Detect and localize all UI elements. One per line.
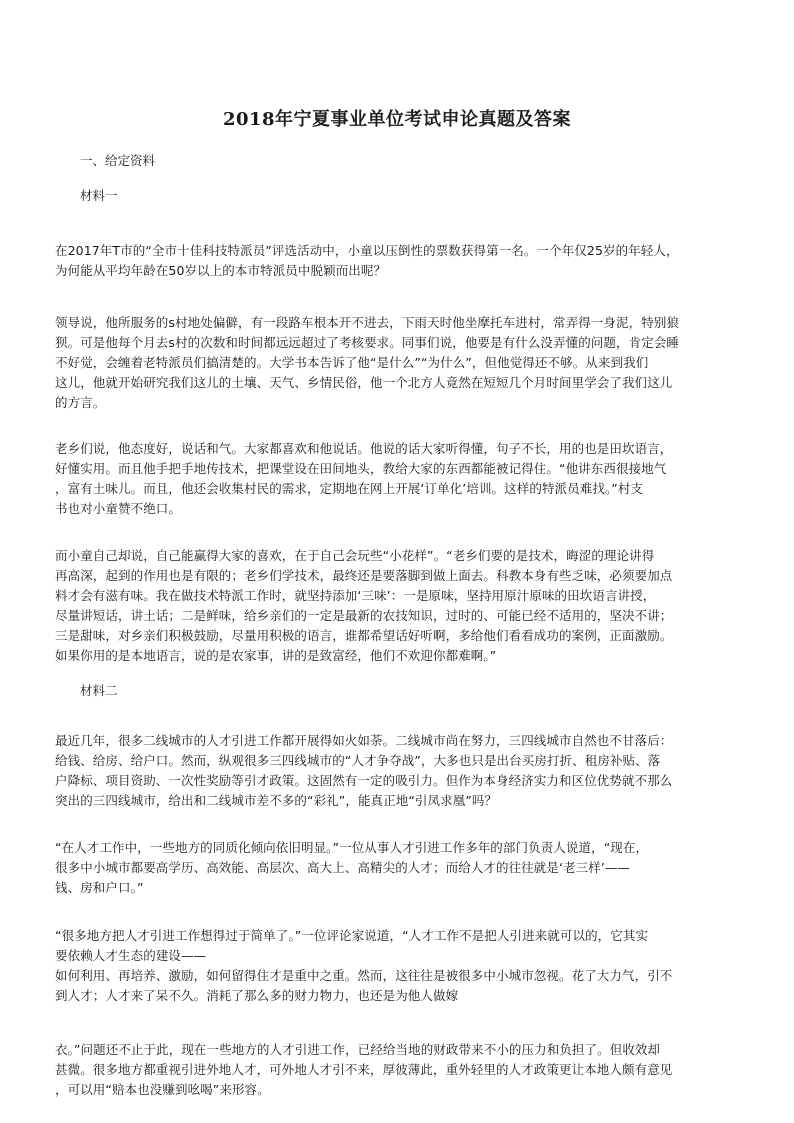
paragraph-line: 如果你用的是本地语言，说的是农家事，讲的是致富经，他们不欢迎你都难啊。”: [55, 648, 497, 663]
paragraph-line: 为何能从平均年龄在50岁以上的本市特派员中脱颖而出呢？: [55, 263, 387, 278]
paragraph-line: 甚微。很多地方都重视引进外地人才，可外地人才引不来，厚彼薄此，重外轻里的人才政策更让本地人颇有意见: [55, 1062, 673, 1077]
paragraph: [55, 838, 745, 898]
paragraph-line: 料才会有滋有味。我在做技术特派工作时，就坚持添加‘三味’：一是原味，坚持用原汁原味的田坎语言讲授，: [55, 588, 656, 603]
paragraph-line: 再高深，起到的作用也是有限的；老乡们学技术，最终还是要落脚到做上面去。科教本身有些乏味，必须要加点: [55, 568, 673, 583]
section-heading: 一、给定资料: [80, 153, 156, 168]
paragraph: [55, 313, 745, 413]
paragraph-line: 书也对小童赞不绝口。: [55, 501, 182, 516]
paragraph-line: 如何利用、再培养、激励，如何留得住才是重中之重。然而，这往往是被很多中小城市忽视。花了大力气，引不: [55, 968, 673, 983]
paragraph-line: ，可以用“赔本也没赚到吆喝”来形容。: [55, 1082, 270, 1097]
paragraph-line: 给钱、给房、给户口。然而，纵观很多三四线城市的“人才争夺战”，大多也只是出台买房打折、租房补贴、落: [55, 753, 661, 768]
paragraph-line: 的方言。: [55, 395, 106, 410]
paragraph-line: ，富有土味儿。而且，他还会收集村民的需求，定期地在网上开展‘订单化’培训。这样的特派员难找。”村支: [55, 481, 644, 496]
material-two-label: 材料二: [80, 683, 118, 698]
document-title: 2018年宁夏事业单位考试申论真题及答案: [222, 109, 572, 130]
paragraph: [55, 546, 745, 666]
paragraph-line: 狈。可是他每个月去s村的次数和时间都远远超过了考核要求。同事们说，他要是有什么没弄懂的问题，肯定会睡: [55, 335, 680, 350]
paragraph-line: 户降标、项目资助、一次性奖励等引才政策。这固然有一定的吸引力。但作为本身经济实力和区位优势就不那么: [55, 773, 673, 788]
paragraph-line: “在人才工作中，一些地方的同质化倾向依旧明显。”一位从事人才引进工作多年的部门负责人说道，“现在，: [55, 840, 649, 855]
paragraph: [55, 439, 745, 519]
paragraph-line: 这儿，他就开始研究我们这儿的土壤、天气、乡情民俗，他一个北方人竟然在短短几个月时间里学会了我们这儿: [55, 375, 673, 390]
paragraph-line: “很多地方把人才引进工作想得过于简单了。”一位评论家说道，“人才工作不是把人引进来就可以的，它其实: [55, 928, 649, 943]
paragraph-line: 三是甜味，对乡亲们积极鼓励，尽量用积极的语言，谁都希望话好听啊，多给他们看看成功的案例，正面激励。: [55, 628, 673, 643]
paragraph-line: 要依赖人才生态的建设——: [55, 948, 207, 963]
paragraph-line: 衣。”问题还不止于此，现在一些地方的人才引进工作，已经给当地的财政带来不小的压力和负担了。但收效却: [55, 1042, 661, 1057]
paragraph-line: 钱、房和户口。”: [55, 880, 144, 895]
material-one-label: 材料一: [80, 188, 118, 203]
paragraph-line: 最近几年，很多二线城市的人才引进工作都开展得如火如荼。二线城市尚在努力，三四线城市自然也不甘落后：: [55, 733, 673, 748]
paragraph-line: 在2017年T市的“全市十佳科技特派员”评选活动中，小童以压倒性的票数获得第一名。一个年仅25岁的年轻人，: [55, 243, 679, 258]
paragraph-line: 很多中小城市都要高学历、高效能、高层次、高大上、高精尖的人才；而给人才的往往就是‘老三样’——: [55, 860, 631, 875]
paragraph: [55, 926, 745, 1006]
paragraph: [55, 1040, 745, 1100]
paragraph-line: 而小童自己却说，自己能赢得大家的喜欢，在于自己会玩些“小花样”。“老乡们要的是技术，晦涩的理论讲得: [55, 548, 655, 563]
paragraph-line: 老乡们说，他态度好，说话和气。大家都喜欢和他说话。他说的话大家听得懂，句子不长，用的也是田坎语言，: [55, 441, 673, 456]
paragraph-line: 尽量讲短话，讲土话；二是鲜味，给乡亲们的一定是最新的农技知识，过时的、可能已经不适用的，坚决不讲；: [55, 608, 673, 623]
paragraph: [55, 731, 745, 811]
paragraph: [55, 241, 745, 281]
paragraph-line: 好懂实用。而且他手把手地传技术，把课堂设在田间地头，教给大家的东西都能被记得住。“他讲东西很接地气: [55, 461, 667, 476]
paragraph-line: 到人才；人才来了呆不久。消耗了那么多的财力物力，也还是为他人做嫁: [55, 988, 459, 1003]
paragraph-line: 突出的三四线城市，给出和二线城市差不多的“彩礼”，能真正地“引凤求凰”吗？: [55, 793, 498, 808]
paragraph-line: 领导说，他所服务的s村地处偏僻，有一段路车根本开不进去，下雨天时他坐摩托车进村，常弄得一身泥，特别狼: [55, 315, 680, 330]
paragraph-line: 不好觉，会缠着老特派员们搞清楚的。大学书本告诉了他“是什么”“为什么”，但他觉得还不够。从来到我们: [55, 355, 649, 370]
